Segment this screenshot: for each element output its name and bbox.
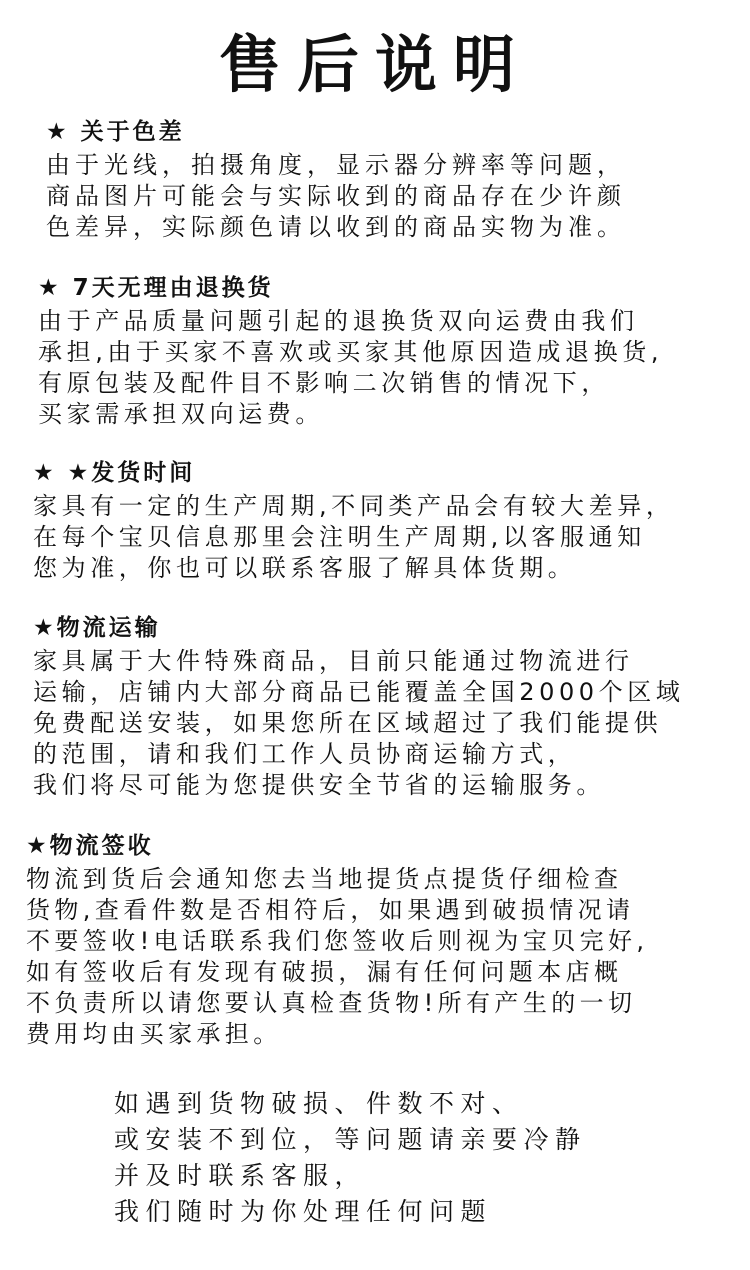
section-text-line: 您为准，你也可以联系客服了解具体货期。 [33, 554, 577, 582]
section-text-line: 不要签收!电话联系我们您签收后则视为宝贝完好, [26, 927, 649, 955]
closing-text-line: 我们随时为你处理任何问题 [114, 1197, 493, 1226]
section-logistics-transport [33, 612, 684, 801]
section-seven-day-return [38, 272, 663, 430]
section-text-line: 色差异，实际颜色请以收到的商品实物为准。 [46, 213, 626, 241]
section-text-line: 我们将尽可能为您提供安全节省的运输服务。 [33, 771, 605, 799]
section-text-line: 由于产品质量问题引起的退换货双向运费由我们 [38, 307, 639, 335]
section-color-difference [46, 116, 626, 243]
section-heading: ★物流签收 [26, 833, 154, 859]
section-text-line: 货物,查看件数是否相符后，如果遇到破损情况请 [26, 896, 635, 924]
section-logistics-receipt [26, 830, 648, 1050]
section-text-line: 家具属于大件特殊商品，目前只能通过物流进行 [33, 647, 634, 675]
closing-text-line: 并及时联系客服， [114, 1161, 367, 1190]
section-text-line: 由于光线，拍摄角度，显示器分辨率等问题， [46, 151, 626, 179]
section-text-line: 不负责所以请您要认真检查货物!所有产生的一切 [26, 989, 637, 1017]
section-text-line: 运输，店铺内大部分商品已能覆盖全国2000个区域 [33, 678, 685, 706]
section-text-line: 如有签收后有发现有破损，漏有任何问题本店概 [26, 958, 623, 986]
section-heading: ★ ★发货时间 [33, 460, 196, 486]
section-text-line: 家具有一定的生产周期,不同类产品会有较大差异， [33, 492, 675, 520]
closing-text-line: 或安装不到位，等问题请亲要冷静 [114, 1125, 587, 1154]
section-text-line: 费用均由买家承担。 [26, 1020, 282, 1048]
section-heading: ★ 关于色差 [46, 119, 185, 145]
section-text-line: 承担,由于买家不喜欢或买家其他原因造成退换货, [38, 338, 664, 366]
section-heading: ★物流运输 [33, 615, 161, 641]
section-text-line: 免费配送安装，如果您所在区域超过了我们能提供 [33, 709, 663, 737]
section-text-line: 商品图片可能会与实际收到的商品存在少许颜 [46, 182, 626, 210]
closing-text-line: 如遇到货物破损、件数不对、 [114, 1089, 524, 1118]
section-text-line: 物流到货后会通知您去当地提货点提货仔细检查 [26, 865, 623, 893]
section-shipping-time [33, 457, 674, 584]
closing-note [114, 1086, 587, 1230]
section-text-line: 在每个宝贝信息那里会注明生产周期,以客服通知 [33, 523, 646, 551]
section-text-line: 的范围，请和我们工作人员协商运输方式， [33, 740, 577, 768]
section-text-line: 有原包装及配件目不影响二次销售的情况下， [38, 369, 610, 397]
page-title: 售后说明 [218, 28, 531, 101]
section-heading: ★ 7天无理由退换货 [38, 275, 274, 301]
section-text-line: 买家需承担双向运费。 [38, 400, 324, 428]
